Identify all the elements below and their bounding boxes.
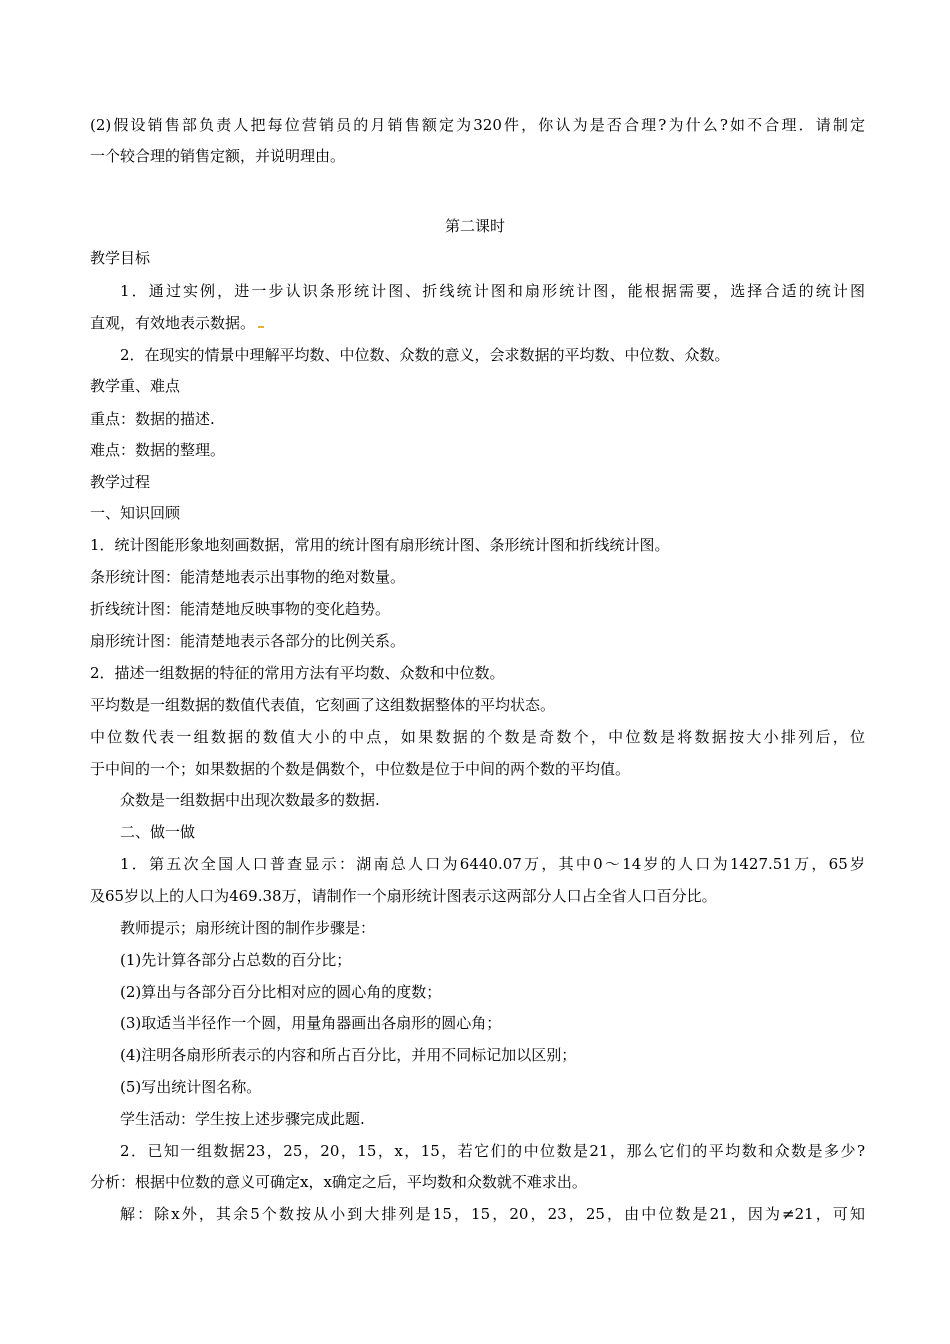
text-line: 于中间的一个；如果数据的个数是偶数个，中位数是位于中间的两个数的平均值。 [90, 760, 631, 778]
subheading: 二、做一做 [120, 823, 196, 841]
heading: 教学目标 [90, 249, 151, 267]
text-line [90, 313, 865, 333]
text-line: (1)先计算各部分占总数的百分比； [120, 951, 352, 969]
text-line: 1．统计图能形象地刻画数据，常用的统计图有扇形统计图、条形统计图和折线统计图。 [90, 536, 670, 554]
text-line: 解：除x外，其余5个数按从小到大排列是15，15，20，23，25，由中位数是21，因为≠21，可知 [120, 1205, 865, 1223]
text-line: (5)写出统计图名称。 [120, 1078, 262, 1096]
text-line: (3)取适当半径作一个圆，用量角器画出各扇形的圆心角； [120, 1014, 502, 1032]
text-line: 平均数是一组数据的数值代表值，它刻画了这组数据整体的平均状态。 [90, 696, 556, 714]
text-line: 条形统计图：能清楚地表示出事物的绝对数量。 [90, 568, 406, 586]
text-line: 1．通过实例，进一步认识条形统计图、折线统计图和扇形统计图，能根据需要，选择合适的统计图 [120, 282, 865, 300]
text-line: 折线统计图：能清楚地反映事物的变化趋势。 [90, 600, 391, 618]
text-line: 学生活动：学生按上述步骤完成此题. [120, 1110, 365, 1128]
text-line: 教师提示；扇形统计图的制作步骤是： [120, 919, 376, 937]
text-line: 众数是一组数据中出现次数最多的数据. [120, 791, 380, 809]
text-line: (2)算出与各部分百分比相对应的圆心角的度数； [120, 983, 442, 1001]
text-line: 重点：数据的描述. [90, 410, 215, 428]
text-line: 分析：根据中位数的意义可确定x，x确定之后，平均数和众数就不难求出。 [90, 1173, 587, 1191]
text-line: 2．在现实的情景中理解平均数、中位数、众数的意义，会求数据的平均数、中位数、众数。 [120, 346, 730, 364]
text-line: 难点：数据的整理。 [90, 441, 226, 459]
section-title: 第二课时 [444, 217, 505, 235]
text-line: 2．描述一组数据的特征的常用方法有平均数、众数和中位数。 [90, 664, 505, 682]
subheading: 一、知识回顾 [90, 504, 181, 522]
text-span: 直观，有效地表示数据。 [90, 314, 256, 332]
heading: 教学重、难点 [90, 377, 181, 395]
heading: 教学过程 [90, 473, 151, 491]
text-line: (4)注明各扇形所表示的内容和所占百分比，并用不同标记加以区别； [120, 1046, 577, 1064]
text-line: 及65岁以上的人口为469.38万，请制作一个扇形统计图表示这两部分人口占全省人口百分比。 [90, 887, 717, 905]
text-line: 1．第五次全国人口普查显示：湖南总人口为6440.07万，其中0～14岁的人口为1427.51万，65岁 [120, 855, 865, 873]
text-line: 扇形统计图：能清楚地表示各部分的比例关系。 [90, 632, 406, 650]
edit-mark [258, 326, 264, 328]
text-line: 2．已知一组数据23，25，20，15，x，15，若它们的中位数是21，那么它们的平均数和众数是多少? [120, 1142, 865, 1160]
text-line: 中位数代表一组数据的数值大小的中点，如果数据的个数是奇数个，中位数是将数据按大小排列后，位 [90, 728, 865, 746]
text-line: 一个较合理的销售定额，并说明理由。 [90, 147, 346, 165]
text-line: (2)假设销售部负责人把每位营销员的月销售额定为320件，你认为是否合理?为什么?如不合理．请制定 [90, 116, 865, 134]
